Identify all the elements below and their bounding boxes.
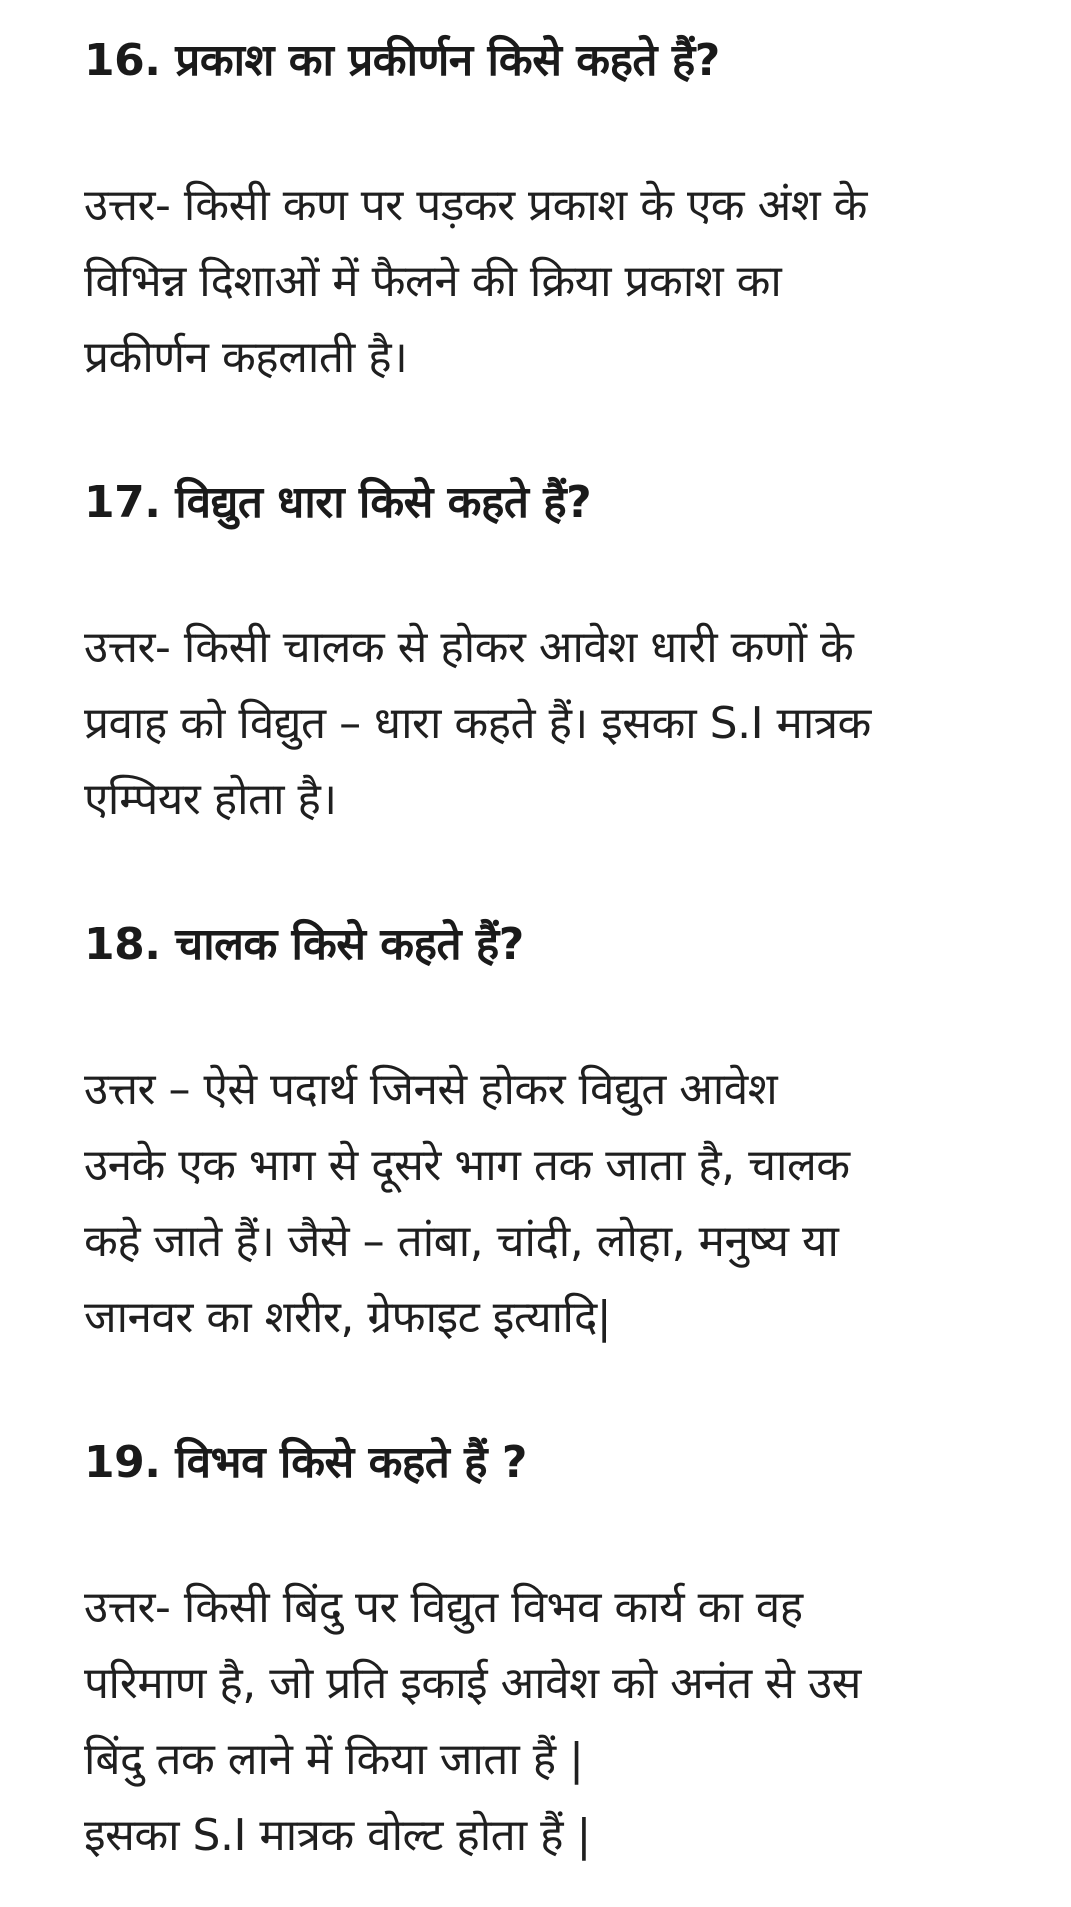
- qa-block-18: [84, 912, 1005, 1356]
- question-heading: [84, 470, 1005, 536]
- question-number: 19.: [84, 1437, 161, 1488]
- answer-line: एम्पियर होता है।: [84, 774, 337, 825]
- answer-paragraph: [84, 610, 1005, 838]
- question-number: 16.: [84, 35, 161, 86]
- answer-line: उत्तर – ऐसे पदार्थ जिनसे होकर विद्युत आवेश: [84, 1064, 778, 1115]
- question-text: विद्युत धारा किसे कहते हैं?: [175, 477, 592, 528]
- answer-line: परिमाण है, जो प्रति इकाई आवेश को अनंत से उस: [84, 1658, 861, 1709]
- answer-paragraph: [84, 1052, 1005, 1356]
- question-text: प्रकाश का प्रकीर्णन किसे कहते हैं?: [175, 35, 720, 86]
- answer-paragraph: [84, 168, 1005, 396]
- answer-line: उनके एक भाग से दूसरे भाग तक जाता है, चालक: [84, 1140, 850, 1191]
- answer-line: इसका S.I मात्रक वोल्ट होता हैं |: [84, 1810, 591, 1861]
- answer-line: जानवर का शरीर, ग्रेफाइट इत्यादि|: [84, 1292, 612, 1343]
- question-heading: [84, 912, 1005, 978]
- qa-block-17: [84, 470, 1005, 838]
- answer-paragraph: [84, 1570, 1005, 1874]
- question-heading: [84, 1430, 1005, 1496]
- question-number: 17.: [84, 477, 161, 528]
- answer-line: प्रवाह को विद्युत – धारा कहते हैं। इसका S.I मात्रक: [84, 698, 871, 749]
- question-text: चालक किसे कहते हैं?: [175, 919, 524, 970]
- question-text: विभव किसे कहते हैं ?: [175, 1437, 527, 1488]
- answer-line: प्रकीर्णन कहलाती है।: [84, 332, 408, 383]
- question-number: 18.: [84, 919, 161, 970]
- answer-line: उत्तर- किसी बिंदु पर विद्युत विभव कार्य का वह: [84, 1582, 803, 1633]
- qa-block-16: [84, 28, 1005, 396]
- answer-line: बिंदु तक लाने में किया जाता हैं |: [84, 1734, 584, 1785]
- answer-line: उत्तर- किसी चालक से होकर आवेश धारी कणों के: [84, 622, 854, 673]
- answer-line: कहे जाते हैं। जैसे – तांबा, चांदी, लोहा, मनुष्य या: [84, 1216, 839, 1267]
- answer-line: विभिन्न दिशाओं में फैलने की क्रिया प्रकाश का: [84, 256, 782, 307]
- qa-block-19: [84, 1430, 1005, 1874]
- question-heading: [84, 28, 1005, 94]
- answer-line: उत्तर- किसी कण पर पड़कर प्रकाश के एक अंश के: [84, 180, 867, 231]
